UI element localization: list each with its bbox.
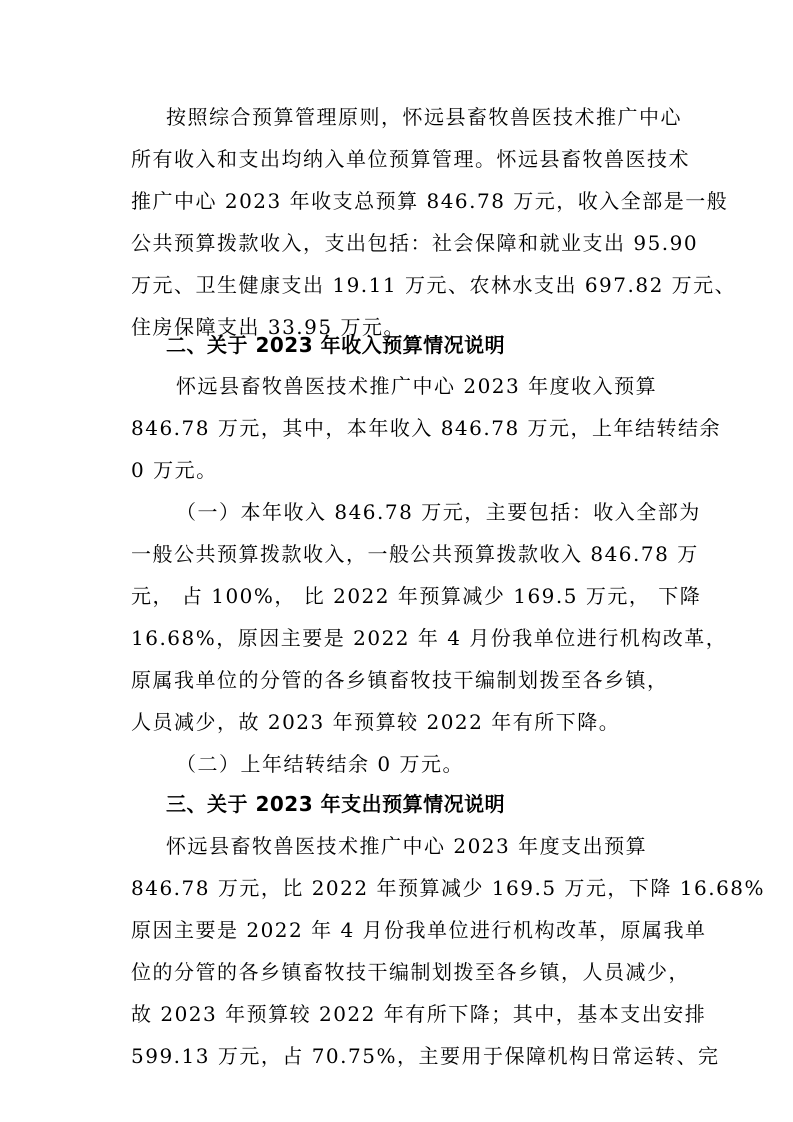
paragraph-line: 0 万元。 — [131, 458, 218, 482]
paragraph-line: （二）上年结转结余 0 万元。 — [176, 752, 464, 776]
paragraph-line: 原属我单位的分管的各乡镇畜牧技干编制划拨至各乡镇， — [131, 668, 669, 692]
paragraph-line: （一）本年收入 846.78 万元，主要包括：收入全部为 — [176, 500, 701, 524]
paragraph-line: 怀远县畜牧兽医技术推广中心 2023 年度支出预算 — [166, 834, 648, 858]
paragraph-line: 故 2023 年预算较 2022 年有所下降；其中，基本支出安排 — [131, 1002, 707, 1026]
paragraph-line: 一般公共预算拨款收入，一般公共预算拨款收入 846.78 万 — [131, 542, 699, 566]
paragraph-line: 846.78 万元，比 2022 年预算减少 169.5 万元，下降 16.68% — [131, 876, 766, 900]
paragraph-line: 万元、卫生健康支出 19.11 万元、农林水支出 697.82 万元、 — [131, 273, 737, 297]
paragraph-line: 按照综合预算管理原则，怀远县畜牧兽医技术推广中心 — [166, 105, 682, 129]
paragraph-line: 599.13 万元，占 70.75%，主要用于保障机构日常运转、完 — [131, 1044, 720, 1068]
paragraph-line: 原因主要是 2022 年 4 月份我单位进行机构改革，原属我单 — [131, 918, 707, 942]
paragraph-line: 公共预算拨款收入，支出包括：社会保障和就业支出 95.90 — [131, 231, 699, 255]
paragraph-line: 人员减少，故 2023 年预算较 2022 年有所下降。 — [131, 710, 621, 734]
paragraph-line: 推广中心 2023 年收支总预算 846.78 万元，收入全部是一般 — [131, 189, 729, 213]
section-heading: 三、关于 2023 年支出预算情况说明 — [166, 792, 506, 816]
paragraph-line: 怀远县畜牧兽医技术推广中心 2023 年度收入预算 — [176, 374, 658, 398]
paragraph-line: 位的分管的各乡镇畜牧技干编制划拨至各乡镇，人员减少， — [131, 960, 690, 984]
paragraph-line: 所有收入和支出均纳入单位预算管理。怀远县畜牧兽医技术 — [131, 147, 690, 171]
paragraph-line: 元， 占 100%， 比 2022 年预算减少 169.5 万元， 下降 — [131, 584, 702, 608]
section-heading: 二、关于 2023 年收入预算情况说明 — [166, 333, 506, 357]
paragraph-line: 住房保障支出 33.95 万元。 — [131, 315, 405, 339]
paragraph-line: 846.78 万元，其中，本年收入 846.78 万元，上年结转结余 — [131, 416, 722, 440]
paragraph-line: 16.68%，原因主要是 2022 年 4 月份我单位进行机构改革， — [131, 626, 728, 650]
